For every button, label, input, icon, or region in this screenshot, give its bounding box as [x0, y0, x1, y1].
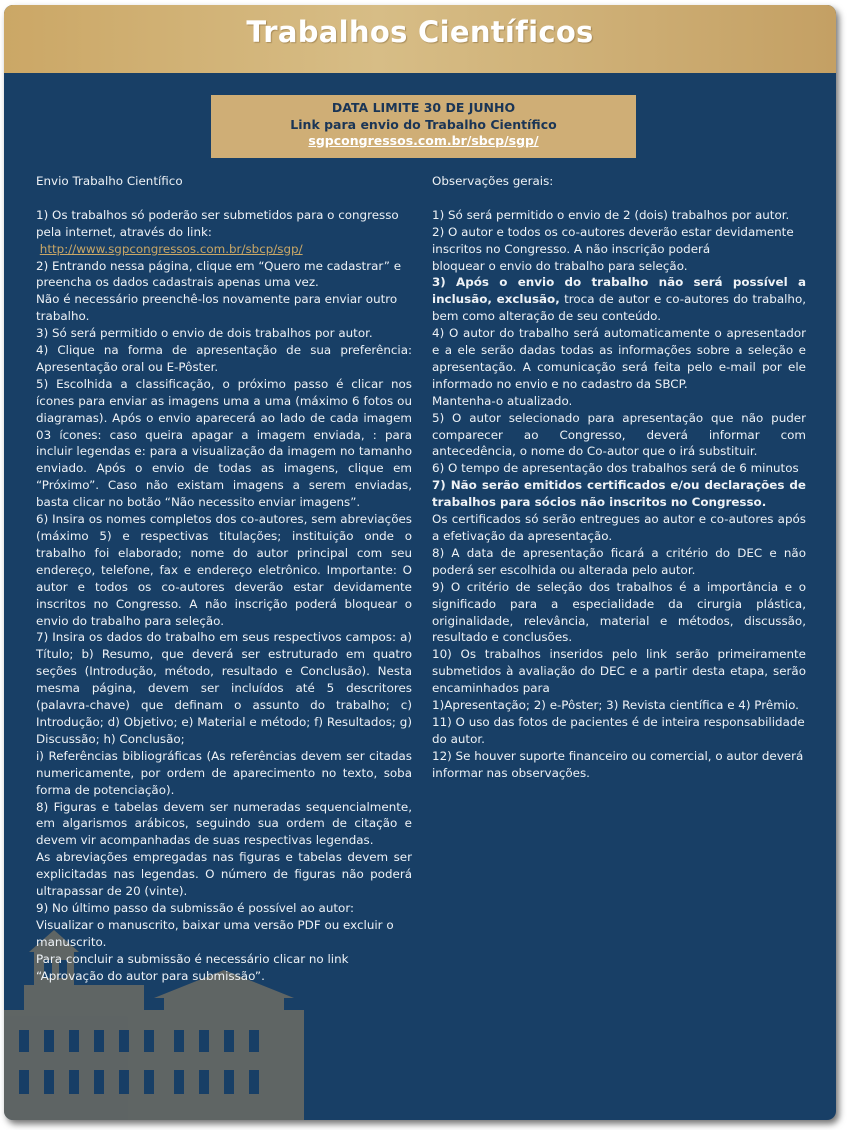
- submission-link[interactable]: sgpcongressos.com.br/sbcp/sgp/: [308, 133, 539, 148]
- content-card: [4, 5, 836, 1120]
- instruction-7: 7) Insira os dados do trabalho em seus respectivos campos: a) Título; b) Resumo, que deverá ser estruturado em quatro seções (Introdução, método, resultado e Conclusão). Nesta mesma página, devem ser incluídos até 5 descritores (palavra-chave) que definam o assunto do trabalho; c) Introdução; d) Objetivo; e) Material e método; f) Resultados; g) Discussão; h) Conclusão; i) Referências bibliográficas (As referências devem ser citadas numericamente, por ordem de aparecimento no texto, soba forma de potenciação).: [36, 630, 412, 797]
- note-6: 6) O tempo de apresentação dos trabalhos será de 6 minutos: [432, 461, 799, 476]
- note-11: 11) O uso das fotos de pacientes é de inteira responsabilidade do autor.: [432, 714, 809, 746]
- spacer: [36, 190, 412, 207]
- note-9: 9) O critério de seleção dos trabalhos é a importância e o significado para a especialidade da cirurgia plástica, originalidade, relevância, material e métodos, discussão, resultado e conclusões.: [432, 579, 810, 645]
- instruction-3: 3) Só será permitido o envio de dois trabalhos por autor.: [36, 326, 373, 341]
- instruction-1-url: [36, 241, 412, 258]
- instruction-9: 9) No último passo da submissão é possível ao autor: Visualizar o manuscrito, baixar uma versão PDF ou excluir o manuscrito. Para concluir a submissão é necessário clicar no link “Aprovação do autor para submissão”.: [36, 900, 394, 983]
- submission-instructions: [36, 173, 416, 984]
- instruction-5: 5) Escolhida a classificação, o próximo passo é clicar nos ícones para enviar as imagens uma a uma (máximo 6 fotos ou diagramas). Após o envio aparecerá ao lado de cada imagem 03 ícones: caso queira apagar a imagem enviada, : para incluir legendas e: para a visualização da imagem no tamanho enviado. Após o envio de todas as imagens, clique em “Próximo”. Caso não existam imagens a serem enviadas, basta clicar no botão “Não necessito enviar imagens”.: [36, 376, 416, 510]
- title-banner: [4, 5, 836, 73]
- note-3-rest: troca de autor e co-autores do trabalho, bem como alteração de seu conteúdo.: [432, 292, 810, 324]
- deadline-link-label: Link para envio do Trabalho Científico: [290, 116, 557, 132]
- note-7-rest: Os certificados só serão entregues ao autor e co-autores após a efetivação da apresentação.: [432, 512, 810, 544]
- note-7-bold: 7) Não serão emitidos certificados e/ou declarações de trabalhos para sócios não inscritos no Congresso.: [432, 478, 811, 510]
- instruction-1: 1) Os trabalhos só poderão ser submetidos para o congresso pela internet, através do link:: [36, 207, 403, 239]
- note-10: 10) Os trabalhos inseridos pelo link serão primeiramente submetidos à avaliação do DEC e a partir desta etapa, serão encaminhados para 1)Apresentação; 2) e-Pôster; 3) Revista científica e 4) Prêmio.: [432, 647, 806, 713]
- instruction-2: 2) Entrando nessa página, clique em “Quero me cadastrar” e preencha os dados cadastrais apenas uma vez. Não é necessário preenchê-los novamente para enviar outro trabalho.: [36, 258, 402, 324]
- right-heading: Observações gerais:: [432, 174, 554, 188]
- deadline-box: [211, 95, 636, 158]
- note-2: 2) O autor e todos os co-autores deverão estar devidamente inscritos no Congresso. A não inscrição poderá bloquear o envio do trabalho para seleção.: [432, 224, 794, 273]
- note-4: 4) O autor do trabalho será automaticamente o apresentador e a ele serão dadas todas as informações sobre a seleção e apresentação. A comunicação será feita pelo e-mail por ele informado no envio e no cadastro da SBCP. Mantenha-o atualizado.: [432, 326, 806, 408]
- note-3: [432, 274, 811, 325]
- instruction-8: 8) Figuras e tabelas devem ser numeradas sequencialmente, em algarismos arábicos, seguindo sua ordem de citação e devem vir acompanhadas de suas respectivas legendas. As abreviações empregadas nas figuras e tabelas devem ser explicitadas nas legendas. O número de figuras não poderá ultrapassar de 20 (vinte).: [36, 799, 412, 899]
- left-heading: Envio Trabalho Científico: [36, 174, 183, 188]
- submission-url-link[interactable]: http://www.sgpcongressos.com.br/sbcp/sgp/: [39, 241, 303, 256]
- note-1: 1) Só será permitido o envio de 2 (dois) trabalhos por autor.: [432, 207, 790, 222]
- deadline-date: DATA LIMITE 30 DE JUNHO: [331, 100, 516, 115]
- instruction-6: 6) Insira os nomes completos dos co-autores, sem abreviações (máximo 5) e respectivas titulações; instituição onde o trabalho foi elaborado; nome do autor principal com seu endereço, telefone, fax e endereço eletrônico. Importante: O autor e todos os co-autores deverão estar devidamente inscritos no Congresso. A não inscrição poderá bloquear o envio do trabalho para seleção.: [36, 512, 416, 628]
- note-12: 12) Se houver suporte financeiro ou comercial, o autor deverá informar nas observações.: [432, 748, 808, 780]
- general-notes: [432, 173, 811, 782]
- note-8: 8) A data de apresentação ficará a critério do DEC e não poderá ser escolhida ou alterada pelo autor.: [432, 545, 810, 577]
- note-5: 5) O autor selecionado para apresentação que não puder comparecer ao Congresso, deverá informar com antecedência, o nome do Co-autor que o irá substituir.: [432, 410, 810, 459]
- note-3-bold: 3) Após o envio do trabalho não será possível a inclusão, exclusão,: [432, 275, 811, 307]
- page-title: Trabalhos Científicos: [246, 15, 594, 49]
- spacer: [432, 190, 806, 207]
- instruction-4: 4) Clique na forma de apresentação de sua preferência: Apresentação oral ou E-Pôster.: [36, 343, 416, 374]
